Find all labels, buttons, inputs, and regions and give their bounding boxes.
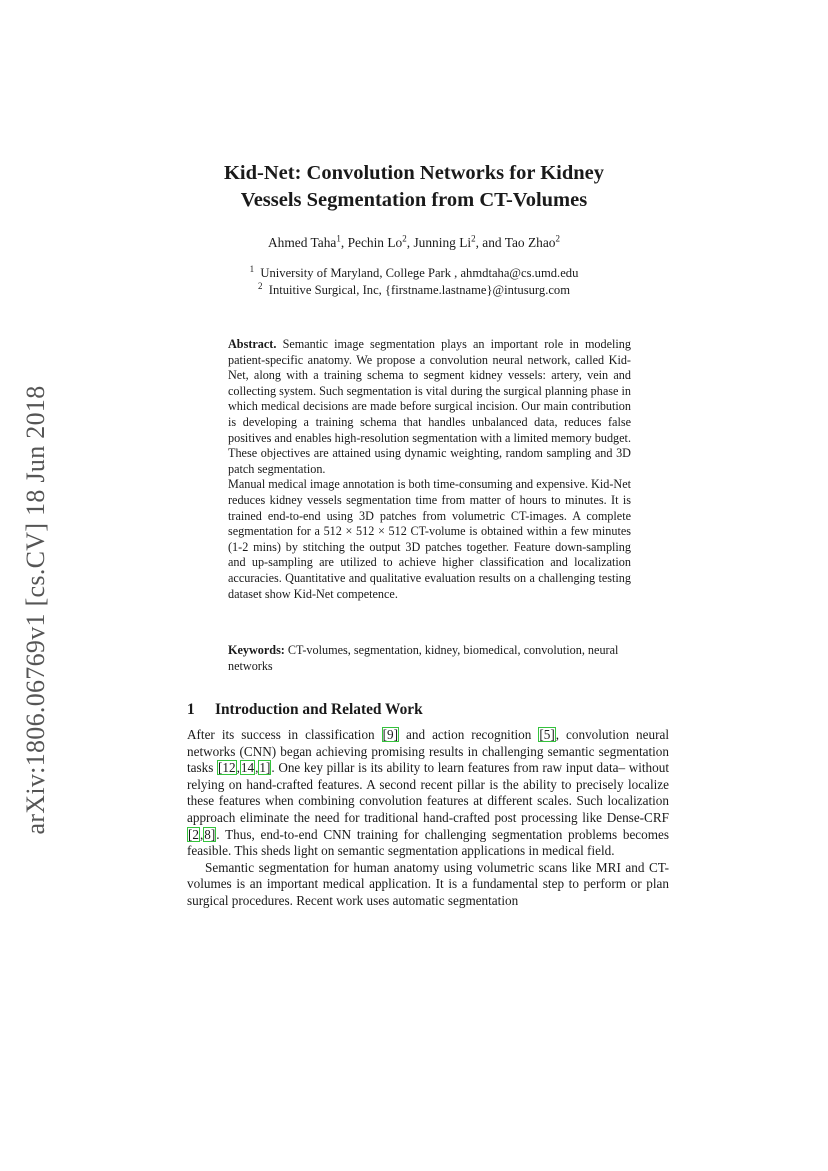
affiliation-mark: 1 [249, 263, 255, 274]
affiliation-text: University of Maryland, College Park , ahmdtaha@cs.umd.edu [260, 266, 579, 280]
arxiv-identifier [20, 370, 52, 850]
abstract-paragraph-1 [228, 337, 631, 477]
keywords [228, 643, 631, 674]
author-affil-mark: 1 [336, 233, 341, 244]
intro-paragraph-1 [187, 727, 669, 860]
abstract-text-2: Manual medical image annotation is both time-consuming and expensive. Kid-Net reduces kidney vessels segmentation time from matter of hours to minutes. It is trained end-to-end using 3D patches from volumetric CT-images. A complete segmentation for a 512 × 512 × 512 CT-volume is obtained within a few minutes (1-2 mins) by stitching the output 3D patches together. Feature down-sampling and up-sampling are utilized to achieve higher classification and localization accuracies. Quantitative and qualitative evaluation results on a challenging testing dataset show Kid-Net competence. [228, 477, 631, 601]
intro-text-run: , convolution neural networks (CNN) began achieving promising results in challenging semantic segmentation tasks [187, 727, 669, 776]
citation-link[interactable]: 8] [204, 826, 216, 842]
introduction-body [187, 727, 669, 910]
author-separator: , [406, 235, 414, 250]
affiliation-text: Intuitive Surgical, Inc, {firstname.lastname}@intusurg.com [268, 283, 571, 297]
abstract-paragraph-2 [228, 477, 631, 602]
section-heading [187, 701, 667, 719]
intro-text-run: , [200, 826, 204, 842]
author-list [150, 235, 678, 251]
keywords-label: Keywords: [228, 643, 285, 657]
author-name: Tao Zhao [504, 235, 556, 250]
author-separator: , [340, 235, 348, 250]
author-affil-mark: 2 [402, 233, 407, 244]
author-name: Ahmed Taha [268, 235, 337, 250]
intro-text-run: After its success in classification [187, 727, 382, 742]
citation-link[interactable]: 14 [240, 760, 255, 776]
section-number: 1 [187, 701, 195, 718]
intro-text-run: and action recognition [399, 727, 539, 742]
author-affil-mark: 2 [471, 233, 476, 244]
intro-text-run: . One key pillar is its ability to learn features from raw input data– without relying on hand-crafted features. A second recent pillar is the ability to precisely localize these features when combining convolution features at different scales. Such localization approach eliminate the need for traditional hand-crafted post processing like Dense-CRF [187, 760, 670, 825]
intro-text-run: . Thus, end-to-end CNN training for challenging segmentation problems becomes feasible. This sheds light on semantic segmentation applications in medical field. [187, 826, 669, 859]
affiliation-line [150, 265, 678, 282]
title-line-2: Vessels Segmentation from CT-Volumes [240, 189, 588, 211]
author-name: Junning Li [413, 235, 472, 250]
paper-title [150, 160, 678, 214]
abstract-text-1: Semantic image segmentation plays an important role in modeling patient-specific anatomy. We propose a convolution neural network, called Kid-Net, along with a training schema to segment kidney vessels: artery, vein and collecting system. Such segmentation is vital during the surgical planning phase in which medical decisions are made before surgical incision. Our main contribution is developing a training schema that handles unbalanced data, reduces false positives and enables high-resolution segmentation with a limited memory budget. These objectives are attained using dynamic weighting, random sampling and 3D patch segmentation. [228, 337, 631, 476]
arxiv-identifier-text: arXiv:1806.06769v1 [cs.CV] 18 Jun 2018 [21, 385, 50, 835]
intro-text-run: , [236, 760, 240, 776]
abstract-label: Abstract. [228, 337, 277, 351]
section-title: Introduction and Related Work [215, 701, 423, 718]
citation-link[interactable]: 1] [259, 760, 271, 776]
citation-link[interactable]: [5] [539, 727, 555, 742]
affiliation-line [150, 282, 678, 299]
affiliation-mark: 2 [257, 280, 263, 291]
intro-paragraph-2: Semantic segmentation for human anatomy using volumetric scans like MRI and CT-volumes is an important medical application. It is a fundamental step to perform or plan surgical procedures. Recent work uses automatic segmentation [187, 859, 669, 908]
author-name: Pechin Lo [347, 235, 403, 250]
citation-link[interactable]: [9] [382, 727, 399, 742]
keywords-text: CT-volumes, segmentation, kidney, biomedical, convolution, neural networks [228, 643, 619, 673]
intro-text-run: , [255, 760, 259, 776]
title-line-1: Kid-Net: Convolution Networks for Kidney [223, 162, 604, 184]
citation-link[interactable]: [12 [218, 760, 236, 776]
author-separator: , and [475, 235, 505, 250]
author-affil-mark: 2 [555, 233, 560, 244]
citation-link[interactable]: [2 [188, 826, 199, 842]
affiliations [150, 265, 678, 299]
abstract [228, 337, 631, 602]
